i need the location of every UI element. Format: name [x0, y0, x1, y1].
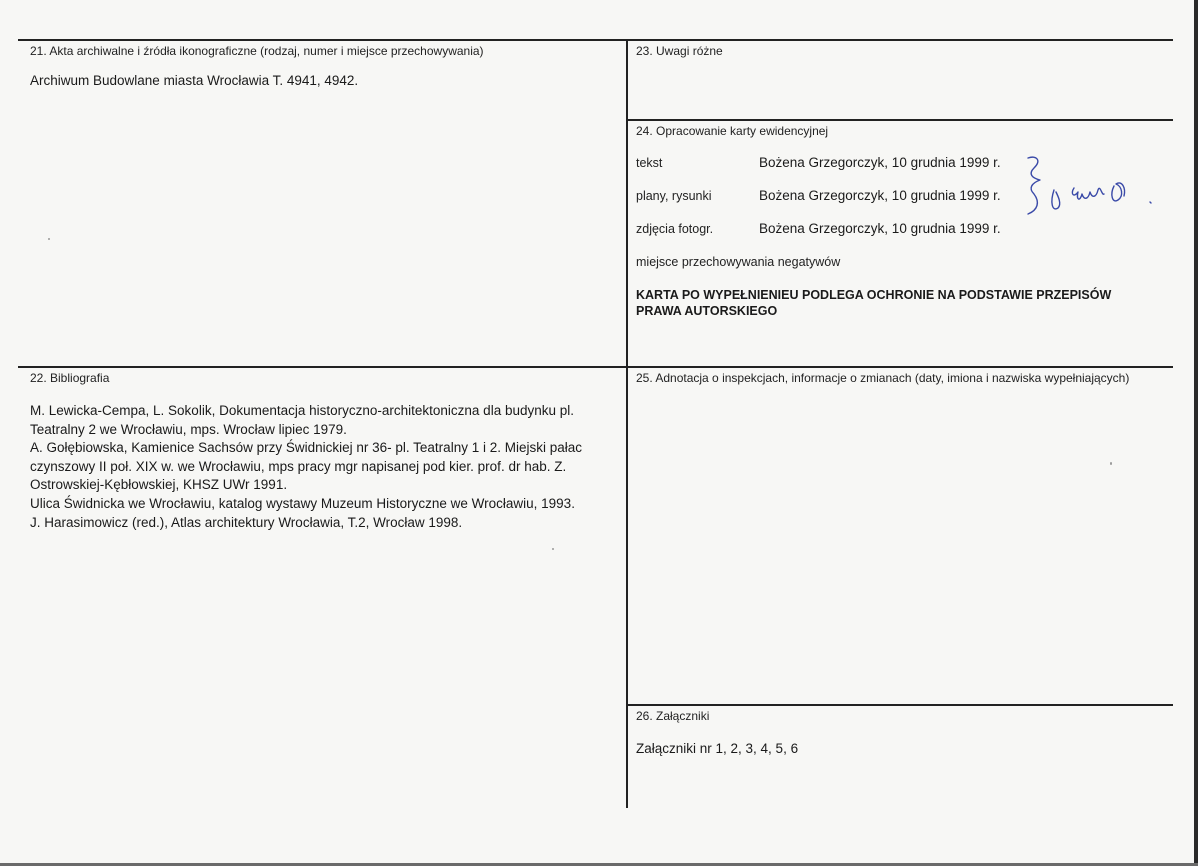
author-row-value: Bożena Grzegorczyk, 10 grudnia 1999 r.	[759, 221, 1001, 236]
top-rule	[18, 39, 1173, 41]
bibliography-line: M. Lewicka-Cempa, L. Sokolik, Dokumentacja historyczno-architektoniczna dla budynku pl.	[30, 403, 575, 418]
scan-speck	[1110, 462, 1112, 465]
center-divider	[626, 39, 628, 808]
bibliography-line: Ulica Świdnicka we Wrocławiu, katalog wystawy Muzeum Historyczne we Wrocławiu, 1993.	[30, 495, 575, 511]
scan-speck	[552, 548, 554, 550]
section-21-content: Archiwum Budowlane miasta Wrocławia T. 4941, 4942.	[30, 73, 359, 88]
section-25-label: 25. Adnotacja o inspekcjach, informacje o zmianach (daty, imiona i nazwiska wypełniających)	[636, 371, 1130, 385]
rule-25-26	[626, 704, 1173, 706]
copyright-notice-line-1: KARTA PO WYPEŁNIENIEU PODLEGA OCHRONIE NA PODSTAWIE PRZEPISÓW	[636, 288, 1112, 302]
section-26-content: Załączniki nr 1, 2, 3, 4, 5, 6	[636, 741, 799, 756]
bibliography-list	[30, 402, 625, 532]
page-edge-right	[1194, 0, 1198, 866]
author-row-key: tekst	[636, 156, 663, 170]
section-24-label: 24. Opracowanie karty ewidencyjnej	[636, 124, 829, 138]
author-row-value: Bożena Grzegorczyk, 10 grudnia 1999 r.	[759, 155, 1001, 170]
handwritten-signature	[1018, 150, 1158, 235]
section-23-label: 23. Uwagi różne	[636, 44, 723, 58]
bibliography-line: A. Gołębiowska, Kamienice Sachsów przy Świdnickiej nr 36- pl. Teatralny 1 i 2. Miejski pałac	[30, 440, 582, 456]
negatives-location-label: miejsce przechowywania negatywów	[636, 255, 841, 269]
section-22-label: 22. Bibliografia	[30, 371, 110, 385]
bibliography-line: Teatralny 2 we Wrocławiu, mps. Wrocław lipiec 1979.	[30, 421, 347, 437]
section-26-label: 26. Załączniki	[636, 709, 710, 723]
bibliography-line: Ostrowskiej-Kębłowskiej, KHSZ UWr 1991.	[30, 477, 288, 493]
rule-middle	[18, 366, 1173, 368]
copyright-notice-line-2: PRAWA AUTORSKIEGO	[636, 304, 778, 318]
bibliography-line: J. Harasimowicz (red.), Atlas architektury Wrocławia, T.2, Wrocław 1998.	[30, 514, 463, 530]
rule-23-24	[626, 119, 1173, 121]
author-row-key: zdjęcia fotogr.	[636, 222, 714, 236]
author-row-value: Bożena Grzegorczyk, 10 grudnia 1999 r.	[759, 188, 1001, 203]
author-row-key: plany, rysunki	[636, 189, 712, 203]
scan-speck	[48, 238, 50, 240]
section-21-label: 21. Akta archiwalne i źródła ikonograficzne (rodzaj, numer i miejsce przechowywania)	[30, 44, 484, 58]
bibliography-line: czynszowy II poł. XIX w. we Wrocławiu, mps pracy mgr napisanej pod kier. prof. dr hab. Z.	[30, 458, 567, 474]
